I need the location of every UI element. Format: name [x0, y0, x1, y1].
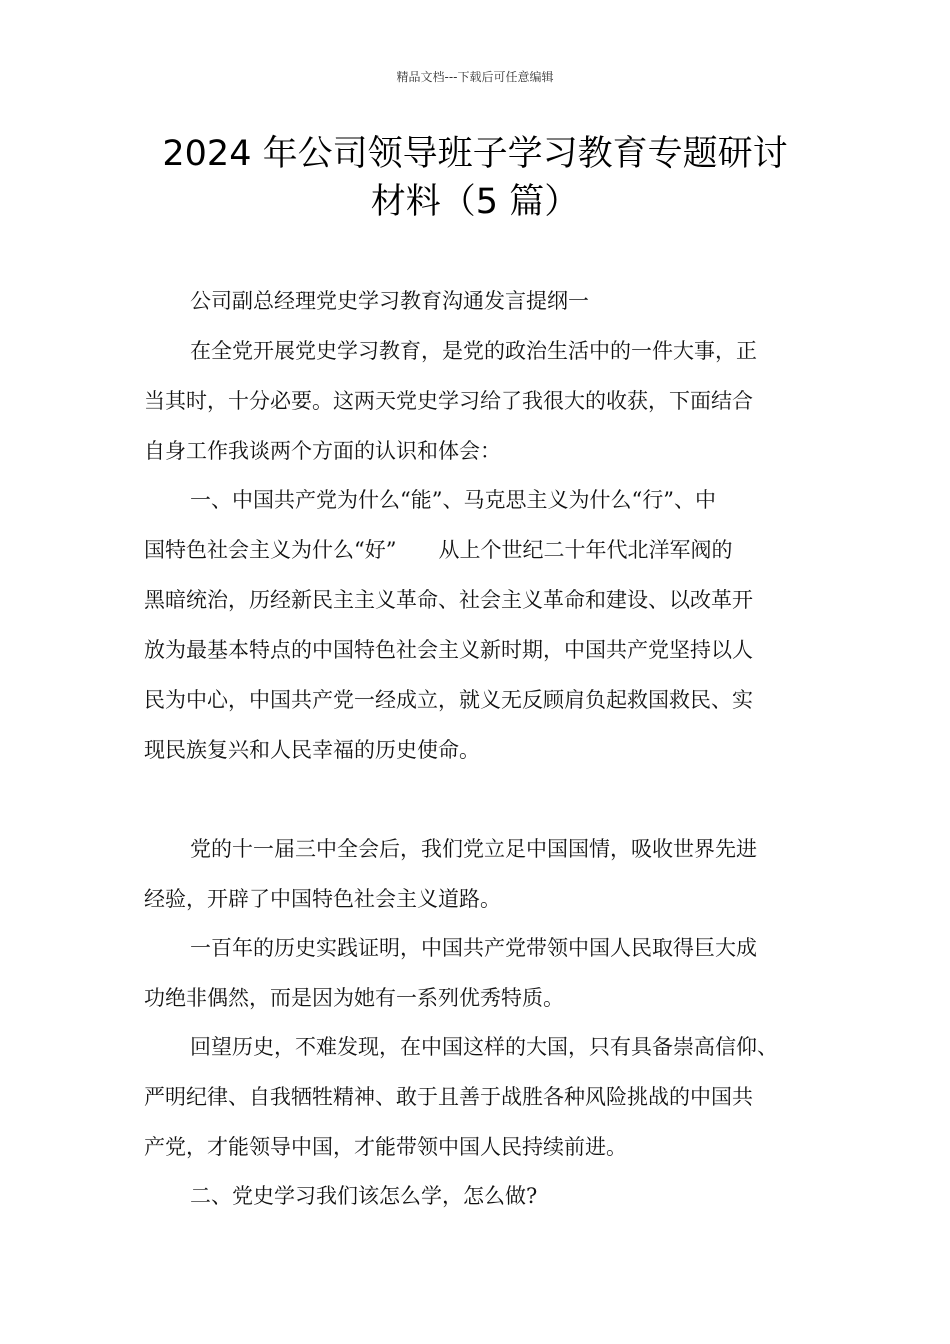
paragraph-review — [144, 1022, 834, 1172]
paragraph-line: 一百年的历史实践证明，中国共产党带领中国人民取得巨大成 — [190, 936, 757, 960]
paragraph-line: 国特色社会主义为什么“好” 从上个世纪二十年代北洋军阀的 — [144, 538, 733, 562]
paragraph-line: 当其时，十分必要。这两天党史学习给了我很大的收获，下面结合 — [144, 389, 753, 413]
paragraph-section-two — [144, 1171, 834, 1221]
paragraph-line: 自身工作我谈两个方面的认识和体会： — [144, 439, 501, 463]
title-line-1: 2024 年公司领导班子学习教育专题研讨 — [162, 134, 788, 174]
paragraph-subtitle — [144, 276, 834, 326]
paragraph-line: 党的十一届三中全会后，我们党立足中国国情，吸收世界先进 — [190, 837, 757, 861]
paragraph-line: 功绝非偶然，而是因为她有一系列优秀特质。 — [144, 986, 564, 1010]
paragraph-line: 回望历史，不难发现，在中国这样的大国，只有具备崇高信仰、 — [190, 1035, 778, 1059]
paragraph-line: 经验，开辟了中国特色社会主义道路。 — [144, 887, 501, 911]
paragraph-reform — [144, 824, 834, 924]
paragraph-line: 放为最基本特点的中国特色社会主义新时期，中国共产党坚持以人 — [144, 638, 753, 662]
header-note: 精品文档---下载后可任意编辑 — [396, 70, 554, 84]
paragraph-line: 严明纪律、自我牺牲精神、敢于且善于战胜各种风险挑战的中国共 — [144, 1085, 753, 1109]
paragraph-intro — [144, 326, 834, 476]
paragraph-line: 一、中国共产党为什么“能”、马克思主义为什么“行”、中 — [190, 488, 716, 512]
paragraph-history — [144, 923, 834, 1023]
title-line-2: 材料（5 篇） — [370, 182, 580, 222]
document-title — [100, 130, 850, 226]
paragraph-line: 民为中心，中国共产党一经成立，就义无反顾肩负起救国救民、实 — [144, 688, 753, 712]
paragraph-line: 黑暗统治，历经新民主主义革命、社会主义革命和建设、以改革开 — [144, 588, 753, 612]
paragraph-line: 公司副总经理党史学习教育沟通发言提纲一 — [190, 289, 589, 313]
paragraph-line: 在全党开展党史学习教育，是党的政治生活中的一件大事，正 — [190, 339, 757, 363]
paragraph-line: 产党，才能领导中国，才能带领中国人民持续前进。 — [144, 1135, 627, 1159]
paragraph-section-one — [144, 475, 834, 775]
paragraph-line: 现民族复兴和人民幸福的历史使命。 — [144, 738, 480, 762]
paragraph-line: 二、党史学习我们该怎么学，怎么做? — [190, 1184, 538, 1208]
